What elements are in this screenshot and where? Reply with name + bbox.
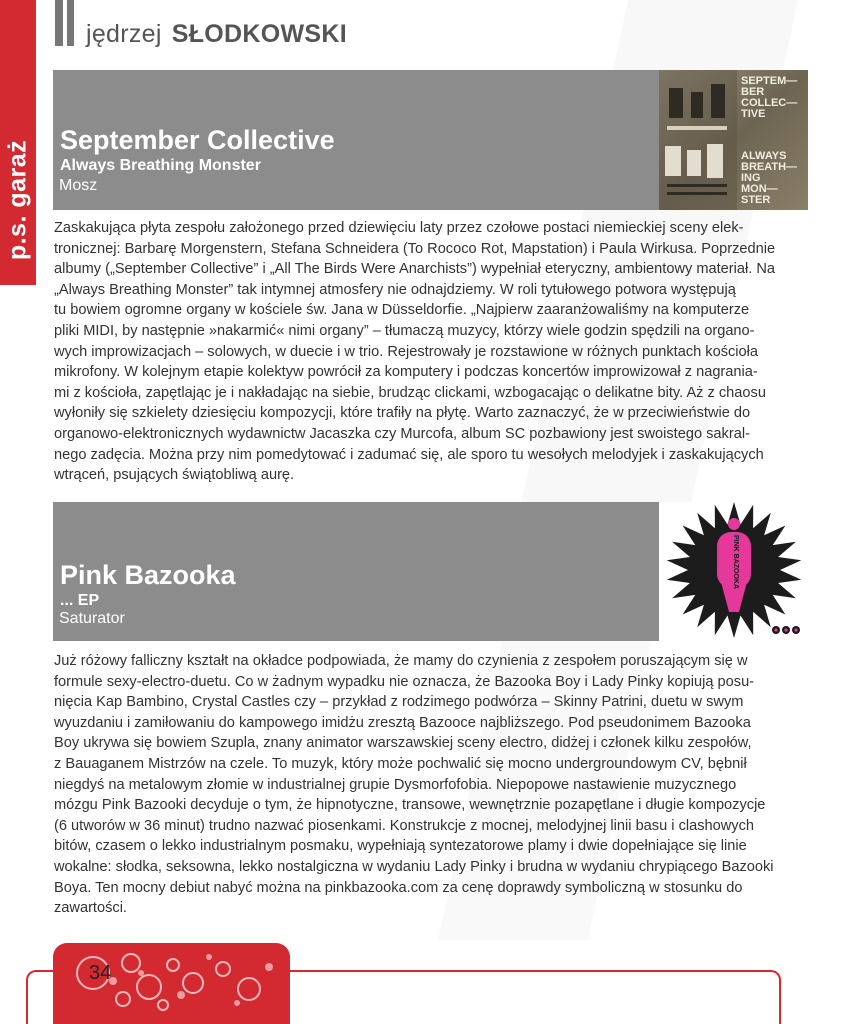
review-header: [53, 70, 659, 210]
body-line: wyuzdaniu i zamiłowaniu do kampowego imidżu zresztą Bazooce najbliższego. Pod pseudonimem Bazooka: [54, 714, 751, 731]
album-cover-art: [659, 70, 808, 210]
body-line: wtrąceń, psujących świątobliwą aurę.: [54, 467, 295, 484]
review-label: Mosz: [59, 177, 98, 194]
body-line: niegdyś na metalowym złomie w industrialnej grupie Dysmorfofobia. Niepopowe nastawienie muzycznego: [54, 776, 737, 793]
body-line: nięcia Kap Bambino, Crystal Castles czy – przykład z rodzimego podwórza – Skinny Patrini, duetu w swym: [54, 694, 744, 711]
body-line: bitów, czasem o lekko industrialnym posmaku, wypełniają syntezatorowe plamy i dwie dopełniające się linie: [54, 838, 747, 855]
album-cover-image: [659, 70, 808, 210]
section-label-prefix: p.s.: [3, 215, 32, 261]
body-line: organowo-elektronicznych wydawnictw Jacaszka czy Murcofa, album SC pozbawiony jest swoistego sakral-: [54, 425, 750, 442]
review-header: [53, 502, 659, 641]
body-line: mózgu Pink Bazooki decyduje o tym, że hipnotyczne, transowe, wewnętrznie pozapętlane i długie kompozycje: [54, 797, 766, 814]
review-title: Pink Bazooka: [60, 560, 236, 590]
review-title: September Collective: [60, 125, 335, 155]
body-line: tu bowiem ogromne organy w kościele św. Jana w Düsseldorfie. „Najpierw zaaranżowaliśmy na komputerze: [54, 302, 750, 319]
section-label: [0, 0, 36, 285]
body-line: Zaskakująca płyta zespołu założonego przed dziewięciu laty przez czołowe postaci niemieckiej sceny elek-: [54, 220, 744, 236]
body-line: nego zadęcia. Można przy nim pomedytować i zadumać się, ale sporo tu wesołych melodyjek i zaskakujących: [54, 446, 764, 463]
review-body: [54, 651, 814, 919]
author-last-name: SŁODKOWSKI: [171, 20, 347, 48]
body-line: Już różowy falliczny kształt na okładce podpowiada, że mamy do czynienia z zespołem poruszającym się w: [54, 653, 748, 669]
body-line: wyłoniły się szkielety dziesięciu kompozycji, które trafiły na płytę. Warto zaznaczyć, że w przeciwieństwie do: [54, 405, 751, 422]
author-first-name: jędrzej: [86, 20, 162, 48]
body-line: tronicznej: Barbarę Morgenstern, Stefana Schneidera (To Rococo Rot, Mapstation) i Paula Wirkusa. Poprzednie: [54, 240, 776, 257]
body-line: mi z kościoła, zapętlając je i nakładając na siebie, brudząc clickami, wzbogacając o delikatne bity. Aż z chaosu: [54, 384, 766, 401]
body-line: „Always Breathing Monster” tak intymnej atmosfery nie odnajdziemy. W roli tytułowego potwora występują: [54, 281, 736, 298]
review-label: Saturator: [59, 610, 125, 627]
body-line: wych improwizacjach – solowych, w duecie i w trio. Rejestrowały je rozstawione w różnych punktach kościoła: [54, 343, 759, 360]
body-line: zawartości.: [54, 900, 127, 917]
cover-text: PINK BAZOOKA: [732, 534, 739, 590]
page-number: 34: [89, 962, 112, 984]
section-label-main: garaż: [3, 139, 32, 208]
body-line: (6 utworów w 36 minut) trudno nazwać piosenkami. Konstrukcje z mocnej, melodyjnej linii basu i clashowych: [54, 817, 755, 834]
album-cover-image: [659, 502, 808, 641]
body-line: wokalne: słodka, seksowna, lekko nostalgiczna w wydaniu Lady Pinky i brudna w wydaniu chrypiącego Bazooki: [54, 858, 774, 875]
album-cover-art: [659, 502, 808, 641]
body-line: formule sexy-electro-duetu. Co w żadnym wypadku nie oznacza, że Bazooka Boy i Lady Pinky kopiują posu-: [54, 673, 755, 690]
body-line: albumy („September Collective” i „All The Birds Were Anarchists”) wypełniał eteryczny, ambientowy materiał. Na: [54, 261, 776, 278]
cover-text: SEPTEM— BER COLLEC— TIVE ALWAYS BREATH— ING MON— STER: [741, 75, 798, 206]
review-album: Always Breathing Monster: [60, 157, 261, 174]
body-line: pliki MIDI, by następnie »nakarmić« nimi organy” – tłumaczą muzycy, którzy wiele godzin spędzili na organo-: [54, 322, 755, 339]
body-line: mikrofony. W kolejnym etapie kolektyw powrócił za komputery i podczas koncertów improwizował z nagrania-: [54, 364, 758, 381]
review-album: ... EP: [60, 592, 100, 609]
review-body: [54, 218, 814, 486]
body-line: Boy ukrywa się bowiem Szupla, znany animator warszawskiej sceny electro, didżej i członek kilku zespołów,: [54, 735, 752, 752]
body-line: Boya. Ten mocny debiut nabyć można na pinkbazooka.com za cenę doprawdy symboliczną w stosunku do: [54, 879, 743, 896]
author-name: [86, 20, 347, 49]
body-line: z Bauaganem Mistrzów na czele. To muzyk, który może pochwalić się mocno undergroundowym CV, bębnił: [54, 755, 747, 772]
